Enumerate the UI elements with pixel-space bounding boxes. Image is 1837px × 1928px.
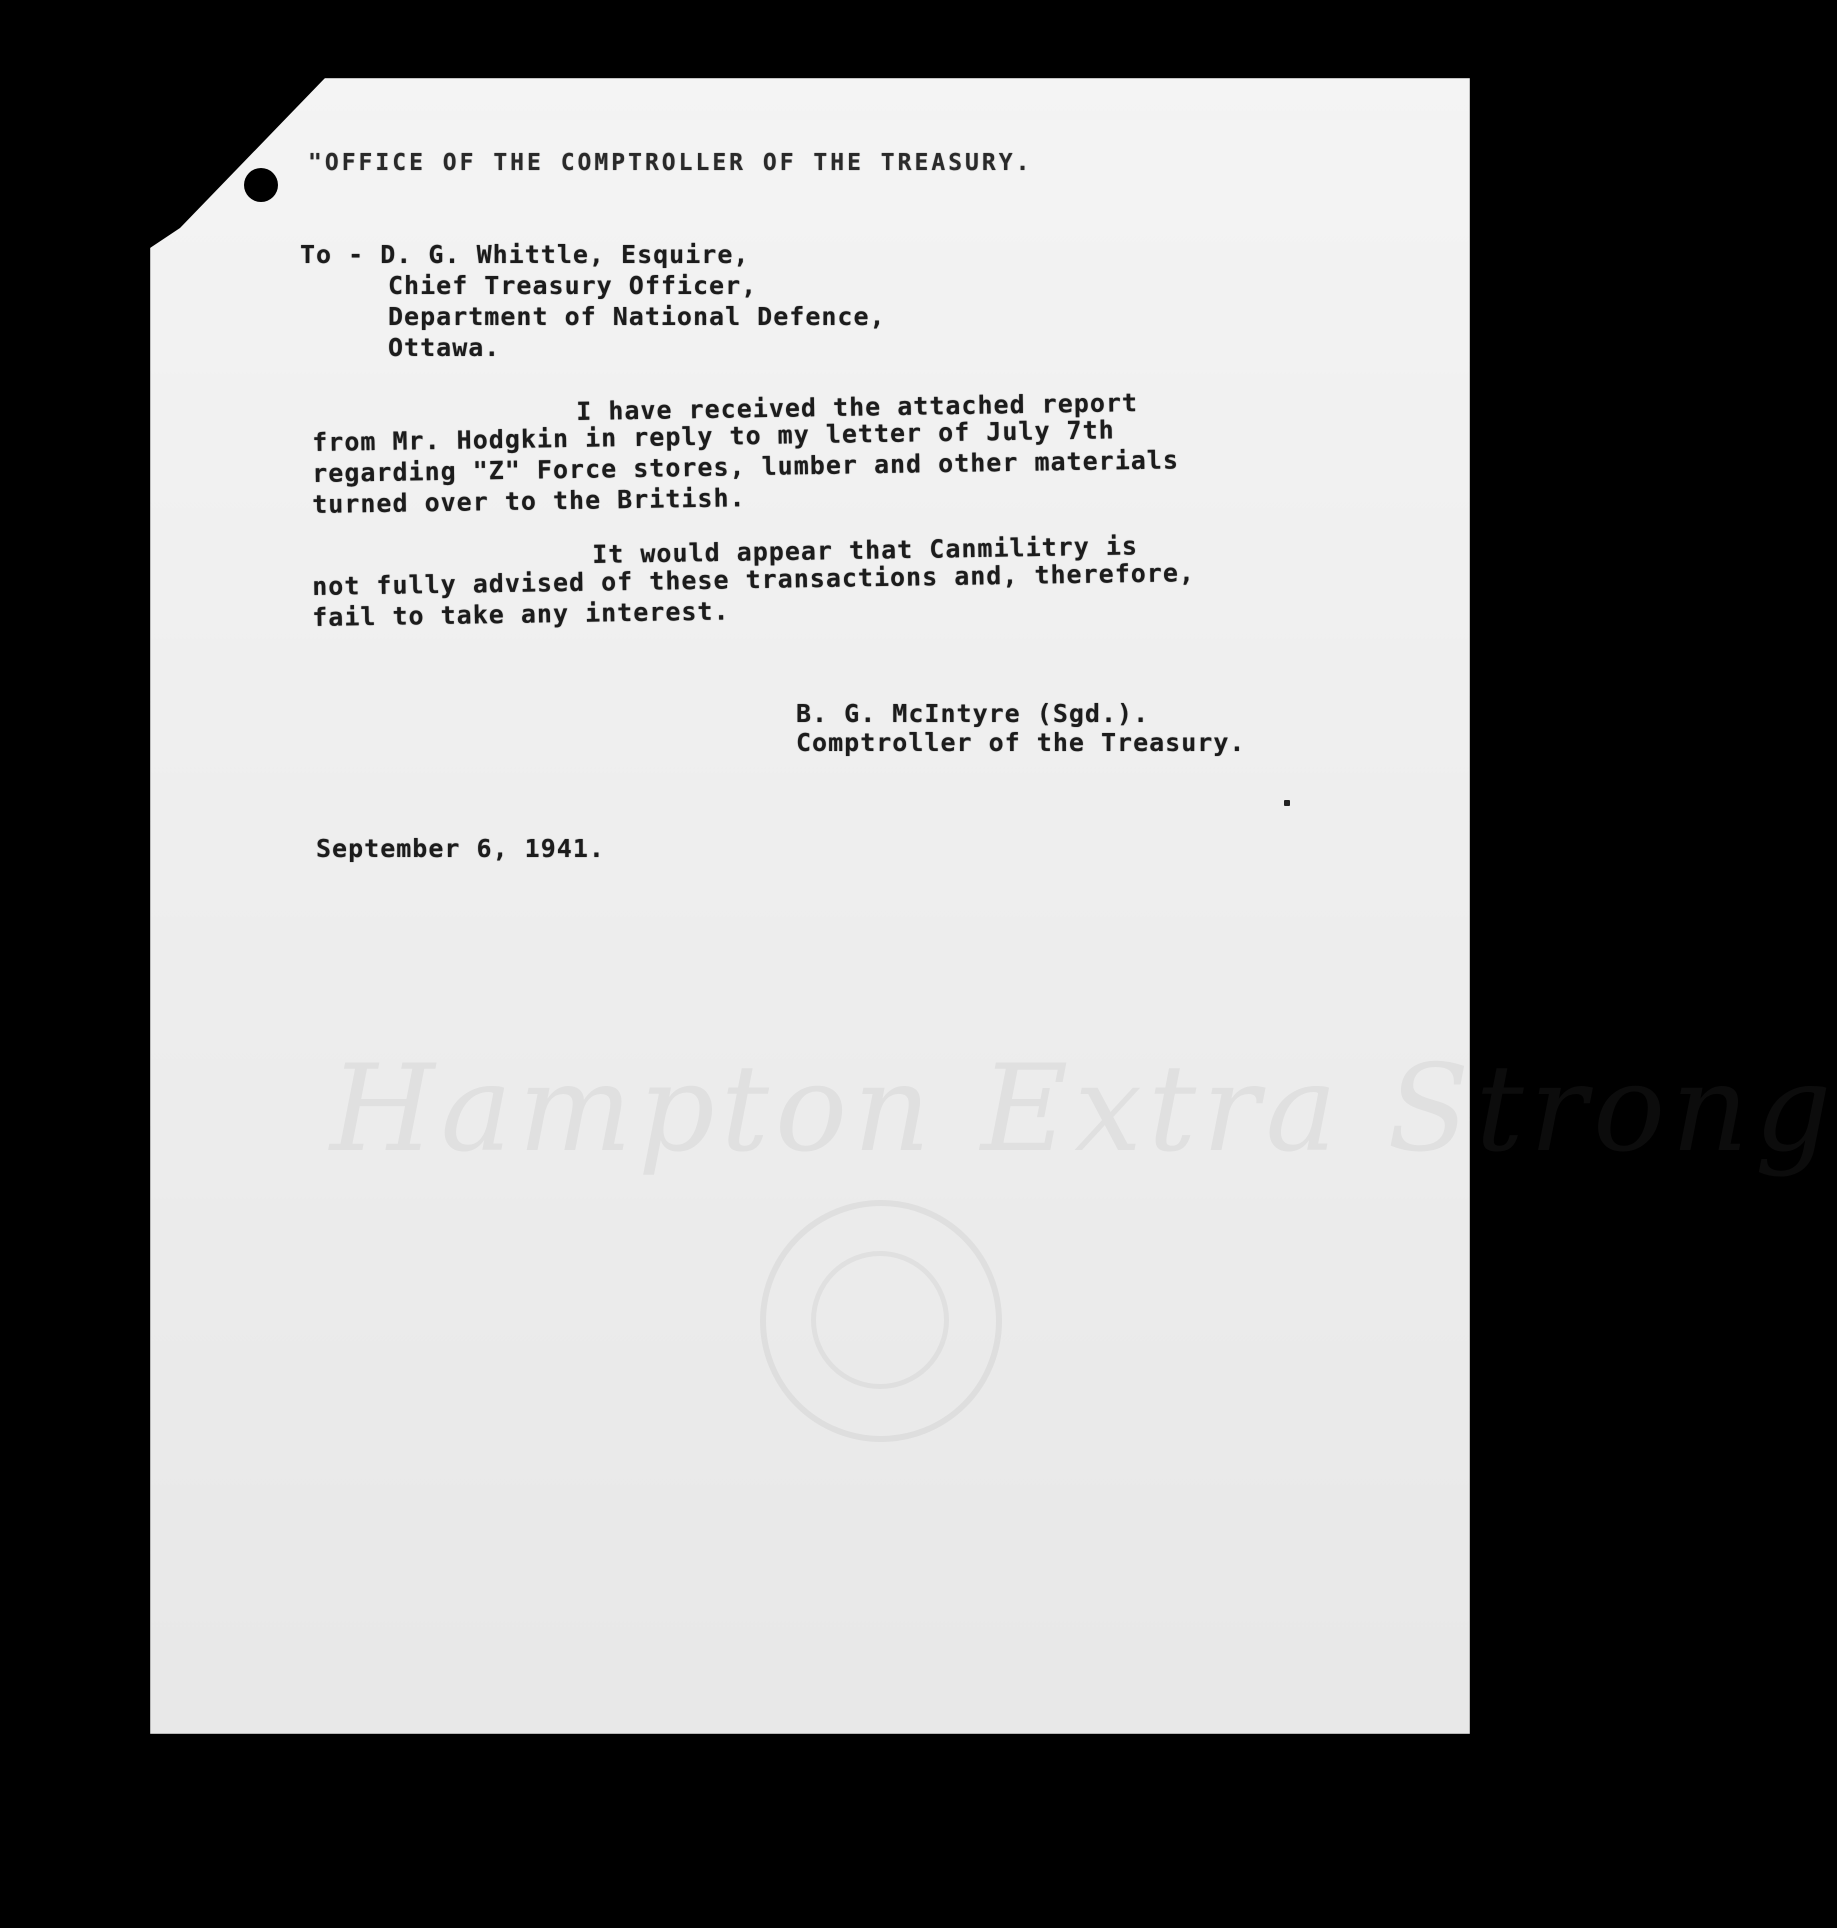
paragraph-1-line-2: from Mr. Hodgkin in reply to my letter of July 7th [312,415,1115,457]
signature-name: B. G. McIntyre (Sgd.). [796,699,1150,728]
address-line-1: To - D. G. Whittle, Esquire, [300,240,750,269]
paragraph-1-line-1: I have received the attached report [576,388,1139,426]
paragraph-2-line-2: not fully advised of these transactions and, therefore, [312,558,1196,601]
paragraph-1-line-3: regarding "Z" Force stores, lumber and other materials [312,445,1180,488]
signature-title: Comptroller of the Treasury. [796,728,1246,757]
letterhead-heading: "OFFICE OF THE COMPTROLLER OF THE TREASURY. [308,150,1033,176]
punch-hole [244,168,278,202]
paragraph-1-line-4: turned over to the British. [312,483,746,519]
paragraph-2-line-3: fail to take any interest. [312,596,730,632]
address-line-4: Ottawa. [388,333,501,362]
paragraph-2-line-1: It would appear that Canmilitry is [592,531,1139,569]
letter-date: September 6, 1941. [316,834,605,863]
watermark-text: Strong [1387,1040,1837,1179]
address-line-2: Chief Treasury Officer, [388,271,758,300]
ink-speck [1284,800,1290,806]
address-line-3: Department of National Defence, [388,302,886,331]
